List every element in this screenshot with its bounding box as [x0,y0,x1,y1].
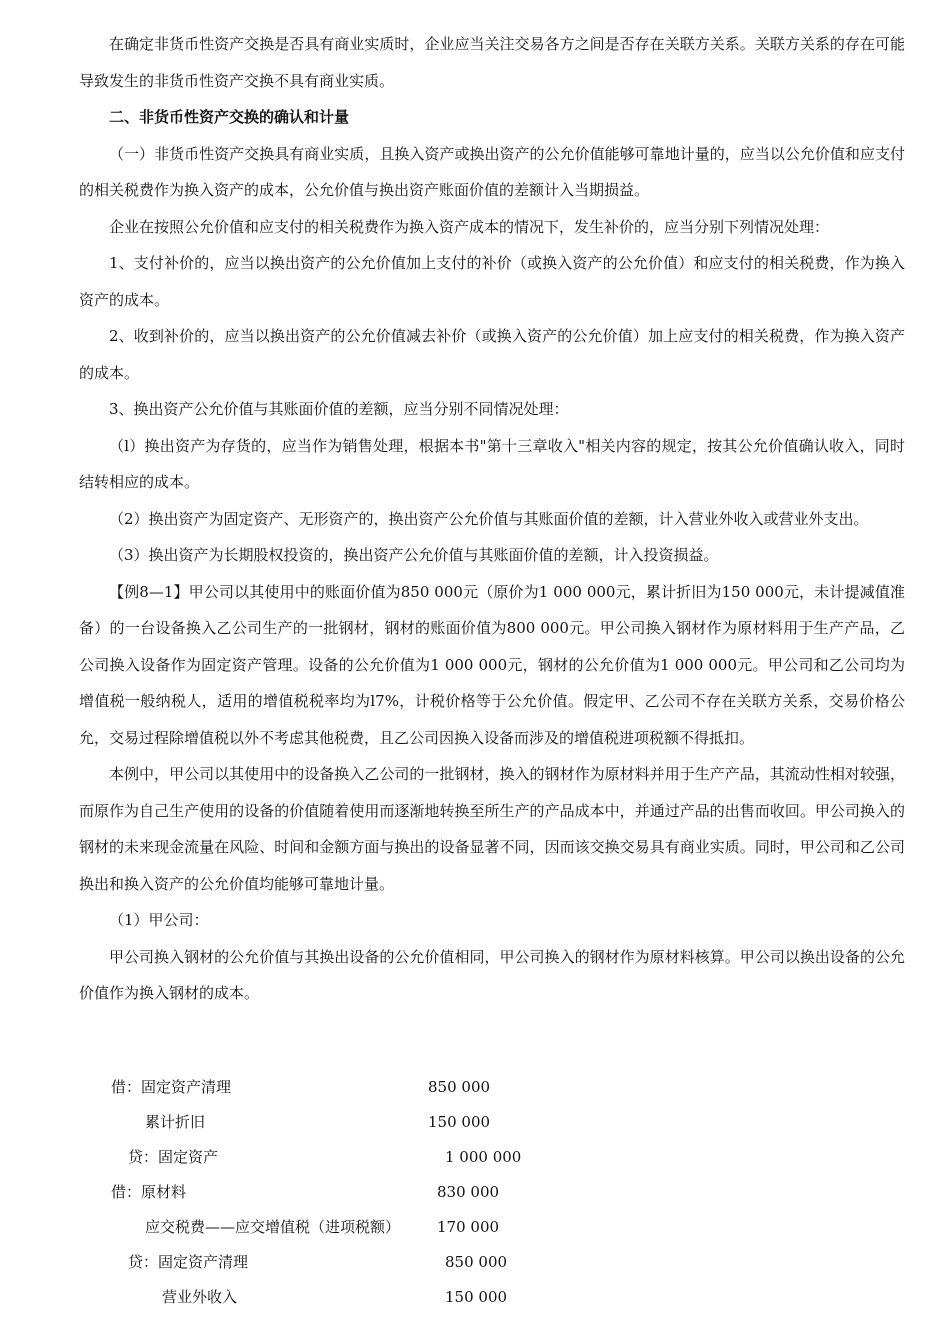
journal-account: 营业外收入 [162,1288,238,1306]
paragraph-company-a-heading: （1）甲公司： [109,911,209,929]
journal-amount: 170 000 [437,1218,500,1236]
journal-amount: 150 000 [428,1113,491,1131]
journal-account: 贷：固定资产清理 [128,1253,249,1271]
journal-account: 贷：固定资产 [128,1148,219,1166]
paragraph-boot-intro: 企业在按照公允价值和应支付的相关税费作为换入资产成本的情况下，发生补价的，应当分别下列情况处理： [109,217,830,236]
paragraph-analysis: 本例中，甲公司以其使用中的设备换入乙公司的一批钢材，换入的钢材作为原材料并用于生产产品，其流动性相对较强，而原作为自己生产使用的设备的价值随着使用而逐渐地转换至所生产的产品成本中，并通过产品的出售而收回。甲公司换入的钢材的未来现金流量在风险、时间和金额方面与换出的设备显著不同，因而该交换交易具有商业实质。同时，甲公司和乙公司换出和换入资产的公允价值均能够可靠地计量。 [79,765,905,893]
paragraph-difference: 3、换出资产公允价值与其账面价值的差额，应当分别不同情况处理： [109,400,569,418]
paragraph-inventory: （l）换出资产为存货的，应当作为销售处理，根据本书"第十三章收入"相关内容的规定，按其公允价值确认收入，同时结转相应的成本。 [79,436,905,491]
journal-amount: 150 000 [445,1288,508,1306]
paragraph-company-a: 甲公司换入钢材的公允价值与其换出设备的公允价值相同，甲公司换入的钢材作为原材料核算。甲公司以换出设备的公允价值作为换入钢材的成本。 [79,947,905,1002]
body-text [79,26,905,1012]
paragraph-related-party: 在确定非货币性资产交换是否具有商业实质时，企业应当关注交易各方之间是否存在关联方关系。关联方关系的存在可能导致发生的非货币性资产交换不具有商业实质。 [79,35,905,90]
journal-amount: 830 000 [437,1183,500,1201]
paragraph-boot-received: 2、收到补价的，应当以换出资产的公允价值减去补价（或换入资产的公允价值）加上应支付的相关税费，作为换入资产的成本。 [79,327,905,382]
paragraph-equity-investment: （3）换出资产为长期股权投资的，换出资产公允价值与其账面价值的差额，计入投资损益。 [109,546,719,564]
paragraph-example: 【例8—1】甲公司以其使用中的账面价值为850 000元（原价为1 000 000元，累计折旧为150 000元，未计提减值准备）的一台设备换入乙公司生产的一批钢材，钢材的账面价值为800 000元。甲公司换入钢材作为原材料用于生产产品，乙公司换入设备作为固定资产管理。设备的公允价值为1 000 000元，钢材的公允价值为1 000 000元。甲公司和乙公司均为增值税一般纳税人，适用的增值税税率均为l7%，计税价格等于公允价值。假定甲、乙公司不存在关联方关系，交易价格公允，交易过程除增值税以外不考虑其他税费，且乙公司因换入设备而涉及的增值税进项税额不得抵扣。 [79,582,905,747]
journal-account: 应交税费——应交增值税（进项税额） [145,1218,401,1236]
paragraph-rule-1: （一）非货币性资产交换具有商业实质，且换入资产或换出资产的公允价值能够可靠地计量的，应当以公允价值和应支付的相关税费作为换入资产的成本，公允价值与换出资产账面价值的差额计入当期损益。 [79,144,905,199]
section-heading: 二、非货币性资产交换的确认和计量 [109,108,350,126]
journal-account: 累计折旧 [145,1113,206,1131]
journal-account: 借：原材料 [111,1183,187,1201]
paragraph-fixed-assets: （2）换出资产为固定资产、无形资产的，换出资产公允价值与其账面价值的差额，计入营业外收入或营业外支出。 [109,509,869,528]
journal-amount: 1 000 000 [445,1148,522,1166]
journal-account: 借：固定资产清理 [111,1078,232,1096]
journal-amount: 850 000 [445,1253,508,1271]
journal-amount: 850 000 [428,1078,491,1096]
paragraph-boot-paid: 1、支付补价的，应当以换出资产的公允价值加上支付的补价（或换入资产的公允价值）和应支付的相关税费，作为换入资产的成本。 [79,254,905,309]
